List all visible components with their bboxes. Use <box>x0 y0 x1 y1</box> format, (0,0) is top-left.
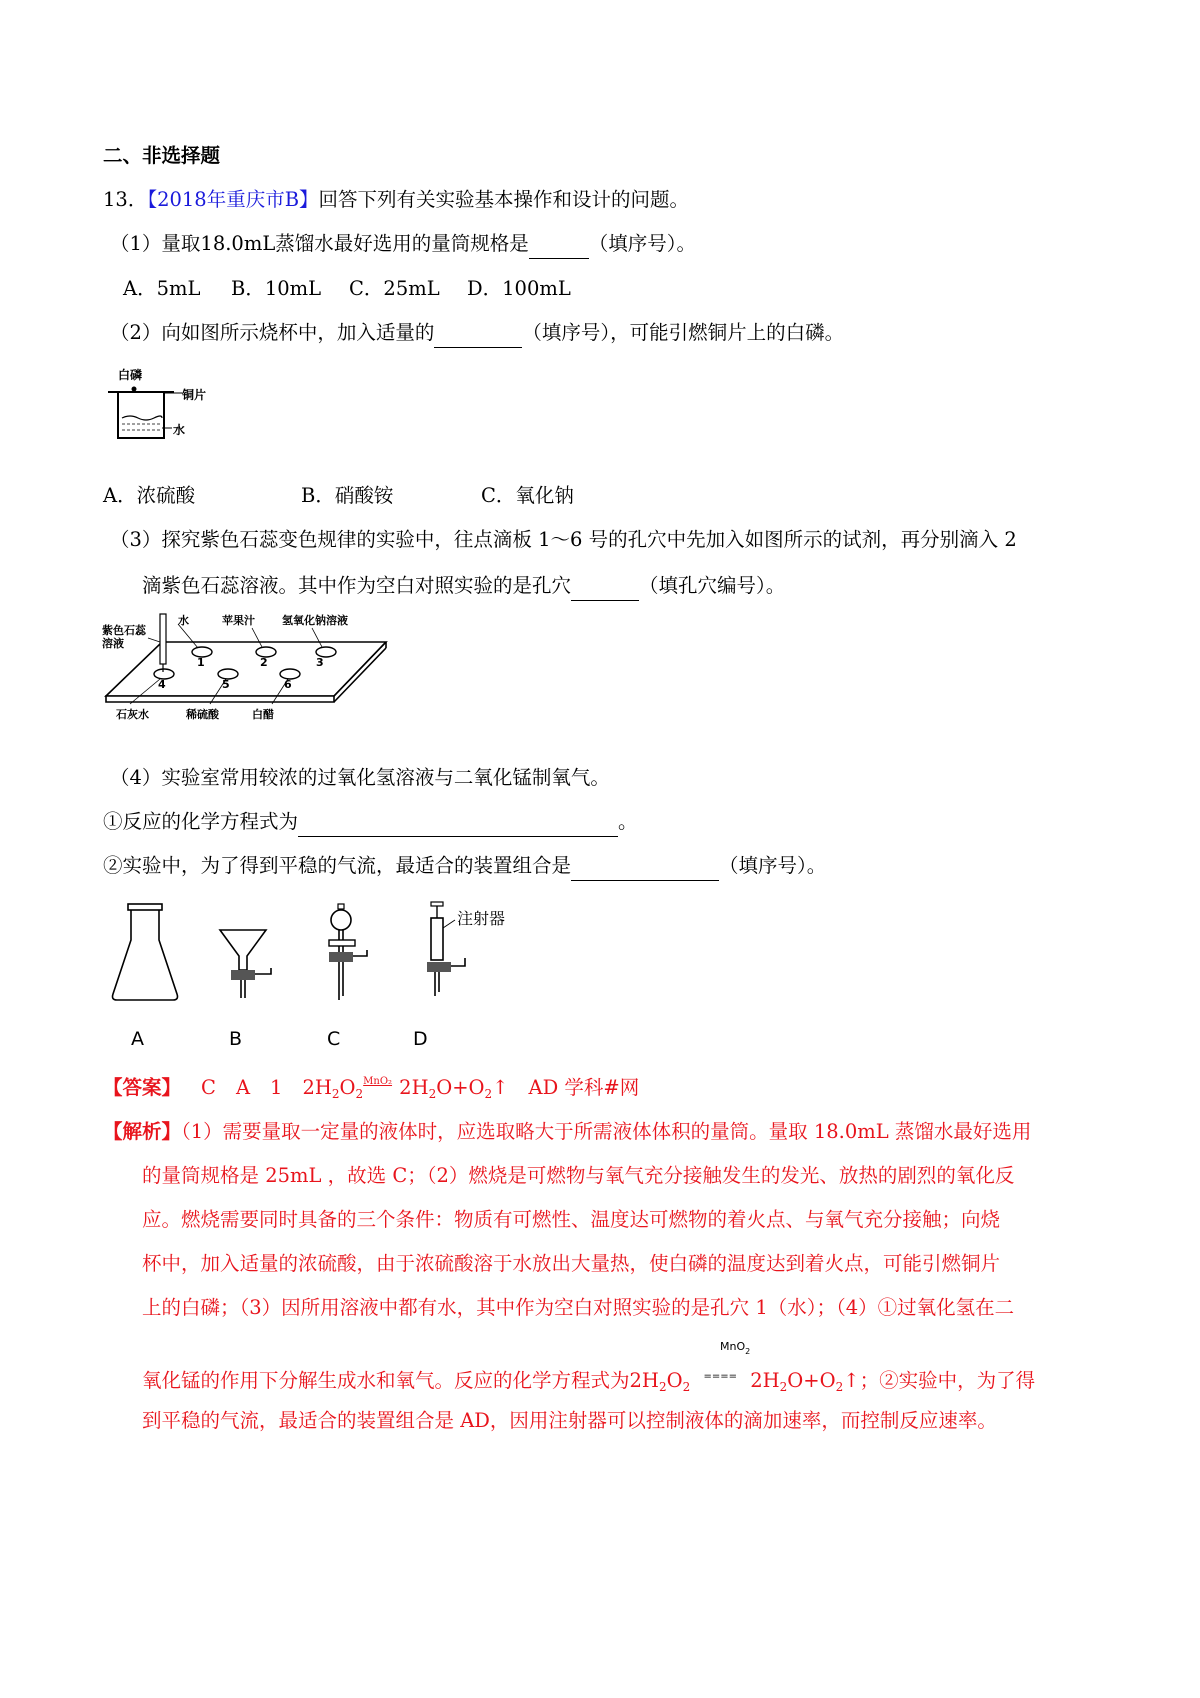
answer-item: C <box>201 1076 216 1099</box>
part4-item2 <box>103 852 826 881</box>
equation-catalyst: MnO₂ <box>363 1076 393 1087</box>
item2-suffix: （填序号）。 <box>719 854 827 877</box>
answer-tail: AD 学科#网 <box>528 1076 640 1099</box>
part1-options <box>123 275 571 303</box>
option: B．硝酸铵 <box>301 484 394 507</box>
part1-question <box>110 230 696 259</box>
beaker-figure <box>104 364 214 444</box>
label-water: 水 <box>178 614 189 627</box>
analysis-line-5: 上的白磷；（3）因所用溶液中都有水，其中作为空白对照实验的是孔穴 1（水）；（4）①过氧化氢在二 <box>142 1296 1015 1319</box>
apparatus-label-d: D <box>413 1028 428 1050</box>
analysis-text: 氧化锰的作用下分解生成水和氧气。反应的化学方程式为 <box>142 1369 630 1392</box>
part2-text: （2）向如图所示烧杯中，加入适量的 <box>110 321 435 344</box>
question-number: 13． <box>103 188 148 211</box>
option: A．浓硫酸 <box>103 484 196 507</box>
analysis-line-2: 的量筒规格是 25mL ，故选 C；（2）燃烧是可燃物与氧气充分接触发生的发光、放热的剧烈的氧化反 <box>142 1164 1015 1187</box>
analysis-line-1 <box>103 1118 1031 1146</box>
apparatus-figure <box>105 898 535 1058</box>
answer-blank <box>298 808 618 837</box>
apparatus-label-c: C <box>327 1028 341 1050</box>
analysis-text: （1）需要量取一定量的液体时，应选取略大于所需液体体积的量筒。量取 18.0mL 蒸馏水最好选用 <box>181 1120 1032 1143</box>
answer-line: 【答案】 C A 1 $2H_2O_2$ MnO₂ $2H_2O+O_2↑$ AD 学科#网 <box>103 1074 639 1102</box>
label-apple-juice: 苹果汁 <box>222 614 255 627</box>
question-text: 回答下列有关实验基本操作和设计的问题。 <box>318 188 690 211</box>
answer-blank <box>571 852 719 881</box>
answer-label: 【答案】 <box>103 1076 182 1099</box>
item1-suffix: 。 <box>618 810 638 833</box>
apparatus-label-b: B <box>229 1028 243 1050</box>
option: C．25mL <box>349 277 440 300</box>
hole-number: 5 <box>222 678 230 691</box>
syringe-label: 注射器 <box>457 909 506 928</box>
answer-blank <box>529 230 589 259</box>
label-limewater: 石灰水 <box>116 708 149 721</box>
analysis-catalyst: MnO$_2$ <box>720 1340 751 1356</box>
question-stem <box>103 186 689 214</box>
label-litmus: 紫色石蕊溶液 <box>102 624 146 650</box>
answer-item: A <box>235 1076 251 1099</box>
hole-number: 2 <box>260 656 268 669</box>
label-naoh: 氢氧化钠溶液 <box>282 614 348 627</box>
equation-left: 2H <box>302 1076 332 1099</box>
part2-question <box>110 319 844 348</box>
spot-plate-figure <box>102 612 402 722</box>
part1-text: （1）量取18.0mL蒸馏水最好选用的量筒规格是 <box>110 232 529 255</box>
equation-right: 2H <box>399 1076 429 1099</box>
part4-text: （4）实验室常用较浓的过氧化氢溶液与二氧化锰制氧气。 <box>110 766 610 789</box>
equation-arrow-symbol: ==== <box>703 1371 737 1382</box>
equation-arrow <box>363 1076 399 1094</box>
section-title: 二、非选择题 <box>103 144 221 167</box>
answer-item: 1 <box>270 1076 283 1099</box>
label-copper: 铜片 <box>182 388 207 402</box>
part3-line2 <box>142 572 785 601</box>
item1-text: ①反应的化学方程式为 <box>103 810 299 833</box>
analysis-line-4: 杯中，加入适量的浓硫酸，由于浓硫酸溶于水放出大量热，使白磷的温度达到着火点，可能引燃铜片 <box>142 1252 1001 1275</box>
option: A．5mL <box>123 277 201 300</box>
part2-suffix: （填序号），可能引燃铜片上的白磷。 <box>522 321 845 344</box>
option: C．氧化钠 <box>481 484 574 507</box>
part1-suffix: （填序号）。 <box>588 232 697 255</box>
catalyst-text: MnO <box>720 1340 746 1353</box>
label-water: 水 <box>173 423 186 437</box>
hole-number: 4 <box>158 678 166 691</box>
label-phosphorus: 白磷 <box>118 368 143 382</box>
part2-options <box>103 482 574 510</box>
question-source: 【2018年重庆市B】 <box>147 188 319 211</box>
part3-suffix: （填孔穴编号）。 <box>639 574 786 597</box>
item2-text: ②实验中，为了得到平稳的气流，最适合的装置组合是 <box>103 854 572 877</box>
part3-text: 滴紫色石蕊溶液。其中作为空白对照实验的是孔穴 <box>142 574 572 597</box>
analysis-line-6: 氧化锰的作用下分解生成水和氧气。反应的化学方程式为$2H_2O_2====$ $2H_2O+O_2↑$；②实验中，为了得 <box>142 1363 1035 1395</box>
option: B．10mL <box>231 277 322 300</box>
hole-number: 1 <box>197 656 205 669</box>
analysis-text: ；②实验中，为了得 <box>859 1369 1036 1392</box>
option: D．100mL <box>467 277 571 300</box>
analysis-line-7: 到平稳的气流，最适合的装置组合是 AD，因用注射器可以控制液体的滴加速率，而控制反应速率。 <box>142 1409 997 1432</box>
hole-number: 6 <box>284 678 292 691</box>
label-vinegar: 白醋 <box>252 708 274 721</box>
label-dilute-sulfuric: 稀硫酸 <box>186 708 219 721</box>
analysis-label: 【解析】 <box>103 1120 182 1143</box>
apparatus-label-a: A <box>131 1028 144 1050</box>
answer-blank <box>434 319 522 348</box>
part3-line1: （3）探究紫色石蕊变色规律的实验中，往点滴板 1～6 号的孔穴中先加入如图所示的试剂，再分别滴入 2 <box>110 528 1017 551</box>
part4-item1 <box>103 808 638 837</box>
hole-number: 3 <box>316 656 324 669</box>
answer-blank <box>571 572 639 601</box>
analysis-line-3: 应。燃烧需要同时具备的三个条件：物质有可燃性、温度达可燃物的着火点、与氧气充分接触；向烧 <box>142 1208 1001 1231</box>
